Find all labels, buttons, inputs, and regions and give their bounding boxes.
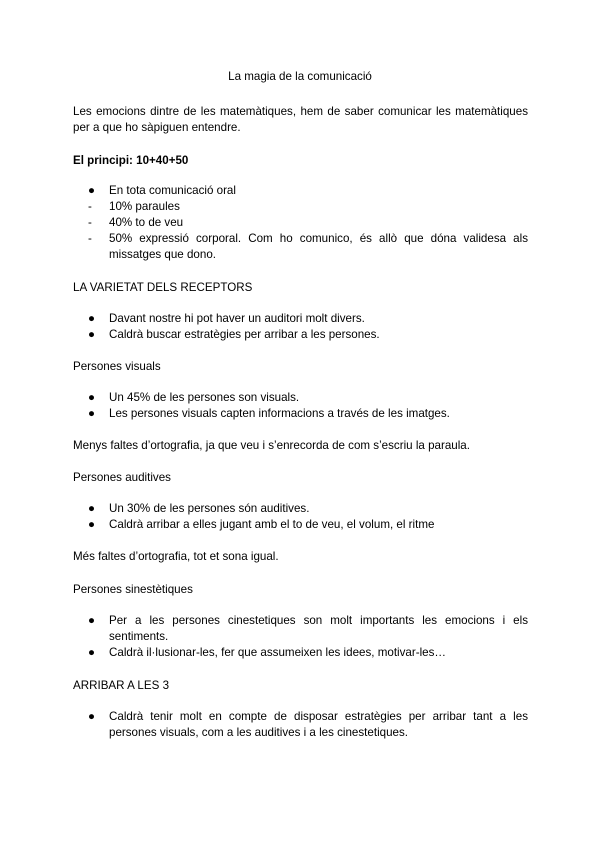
list-item: ● Davant nostre hi pot haver un auditori molt divers. [88,312,365,325]
dash-marker: - [88,216,92,229]
list-item: ● Un 45% de les persones son visuals. [88,391,300,404]
auditory-heading: Persones auditives [73,471,171,484]
bullet-marker: ● [88,502,96,515]
bullet-marker: ● [88,710,96,723]
bullet-marker: ● [88,518,96,531]
bullet-marker: ● [88,312,96,325]
reach-heading: ARRIBAR A LES 3 [73,679,170,692]
bullet-marker: ● [88,614,96,627]
principle-heading: El principi: 10+40+50 [73,154,189,167]
dash-marker: - [88,200,92,213]
receivers-heading: LA VARIETAT DELS RECEPTORS [73,281,253,294]
auditory-note: Més faltes d’ortografia, tot et sona igual. [73,550,279,563]
kinesthetic-heading: Persones sinestètiques [73,583,193,596]
reach-list [88,709,528,741]
list-item: ● Un 30% de les persones són auditives. [88,502,310,515]
bullet-marker: ● [88,646,96,659]
receivers-list [88,311,528,343]
list-item: ● Les persones visuals capten informacions a través de les imatges. [88,407,450,420]
bullet-marker: ● [88,407,96,420]
kinesthetic-list [88,613,528,661]
list-item: ● En tota comunicació oral [88,184,236,197]
list-item: ● Caldrà buscar estratègies per arribar a les persones. [88,328,380,341]
visual-list [88,390,528,422]
principle-list [88,183,528,263]
bullet-marker: ● [88,328,96,341]
list-item: - 50% expressió corporal. Com ho comunico, és allò que dóna validesa als missatges que dono. [88,232,528,261]
visual-note: Menys faltes d’ortografia, ja que veu i s’enrecorda de com s’escriu la paraula. [73,439,470,452]
auditory-list [88,501,528,533]
bullet-marker: ● [88,184,96,197]
list-item: ● Caldrà arribar a elles jugant amb el to de veu, el volum, el ritme [88,518,435,531]
list-item: ● Caldrà il·lusionar-les, fer que assumeixen les idees, motivar-les… [88,646,446,659]
bullet-marker: ● [88,391,96,404]
intro-paragraph: Les emocions dintre de les matemàtiques, hem de saber comunicar les matemàtiques per a que ho sàpiguen entendre. [73,105,528,134]
list-item: - 10% paraules [88,200,180,213]
document-title: La magia de la comunicació [228,70,372,83]
list-item: ● Per a les persones cinestetiques son molt importants les emocions i els sentiments. [88,614,528,643]
visual-heading: Persones visuals [73,360,161,373]
list-item: - 40% to de veu [88,216,184,229]
dash-marker: - [88,232,92,245]
list-item: ● Caldrà tenir molt en compte de disposar estratègies per arribar tant a les persones visuals, com a les auditives i a les cinestetiques. [88,710,528,739]
